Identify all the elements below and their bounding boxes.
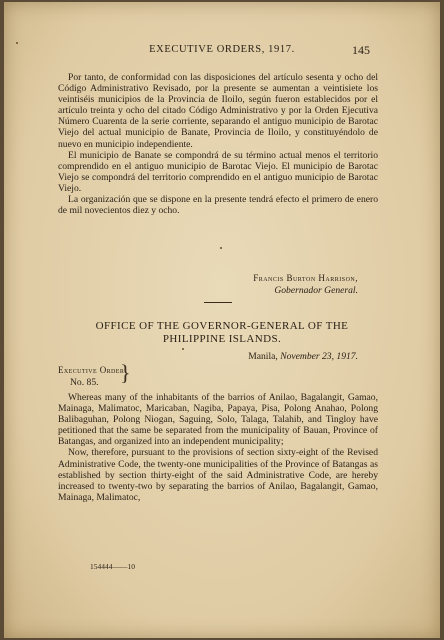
executive-order-number: No. 85. bbox=[70, 377, 99, 388]
english-text bbox=[58, 392, 378, 503]
running-title: EXECUTIVE ORDERS, 1917. bbox=[149, 44, 295, 55]
english-paragraph-1: Whereas many of the inhabitants of the barrios of Anilao, Bagalangit, Gamao, Mainaga, Malimatoc, Maricaban, Nagiba, Papaya, Pisa, Polong Anahao, Polong Balibaguhan, Polong Niogan, Saguing, Solo, Talaga, Talahib, and Tingloy have petitioned that the same be separated from the municipality of Bauan, Province of Batangas, and organized into an independent municipality; bbox=[58, 392, 378, 448]
english-paragraph-2: Now, therefore, pursuant to the provisions of section sixty-eight of the Revised Administrative Code, the twenty-one municipalities of the Province of Batangas as established by section thirty-eight of the said Administrative Code, are hereby increased to twenty-two by separating the barrios of Anilao, Bagalangit, Gamao, Mainaga, Malimatoc, bbox=[58, 447, 378, 503]
paper-fleck bbox=[16, 42, 18, 44]
print-mark: 154444——10 bbox=[90, 562, 135, 571]
office-heading bbox=[44, 320, 400, 346]
signature-name: Francis Burton Harrison, bbox=[253, 273, 358, 283]
dateline-date: November 23, 1917. bbox=[280, 351, 358, 362]
page-number: 145 bbox=[352, 43, 370, 57]
dateline-place: Manila, bbox=[248, 351, 278, 362]
brace-mark: } bbox=[120, 360, 131, 385]
spanish-paragraph-1: Por tanto, de conformidad con las disposiciones del artículo sesenta y ocho del Código Administrativo Revisado, por la presente se aumentan a veintisiete los veintiséis municipios de la Provincia de Iloilo, según fueron establecidos por el artículo treinta y ocho del citado Código Administrativo y por la Orden Ejecutiva Número Cuarenta de la serie corriente, separando el antiguo municipio de Barotac Viejo del actual municipio de Banate, Provincia de Iloilo, y constituyéndolo de nuevo en municipio independiente. bbox=[58, 72, 378, 150]
document-page bbox=[4, 2, 440, 638]
dateline bbox=[248, 351, 358, 362]
page-header bbox=[4, 44, 440, 60]
paper-fleck bbox=[182, 348, 184, 350]
spanish-text bbox=[58, 72, 378, 216]
executive-order-label: Executive Order bbox=[58, 365, 125, 375]
office-heading-line-2: PHILIPPINE ISLANDS. bbox=[162, 333, 282, 345]
section-divider bbox=[204, 302, 232, 303]
spanish-paragraph-2: El municipio de Banate se compondrá de su término actual menos el territorio comprendido en el antiguo municipio de Barotac Viejo. El municipio de Barotac Viejo se compondrá del territorio comprendido en el antiguo municipio de Barotac Viejo. bbox=[58, 149, 378, 194]
office-heading-line-1: OFFICE OF THE GOVERNOR-GENERAL OF THE bbox=[95, 320, 349, 332]
spanish-paragraph-3: La organización que se dispone en la presente tendrá efecto el primero de enero de mil novecientos diez y ocho. bbox=[58, 194, 378, 217]
paper-fleck bbox=[220, 247, 222, 249]
signature-title: Gobernador General. bbox=[274, 285, 358, 296]
